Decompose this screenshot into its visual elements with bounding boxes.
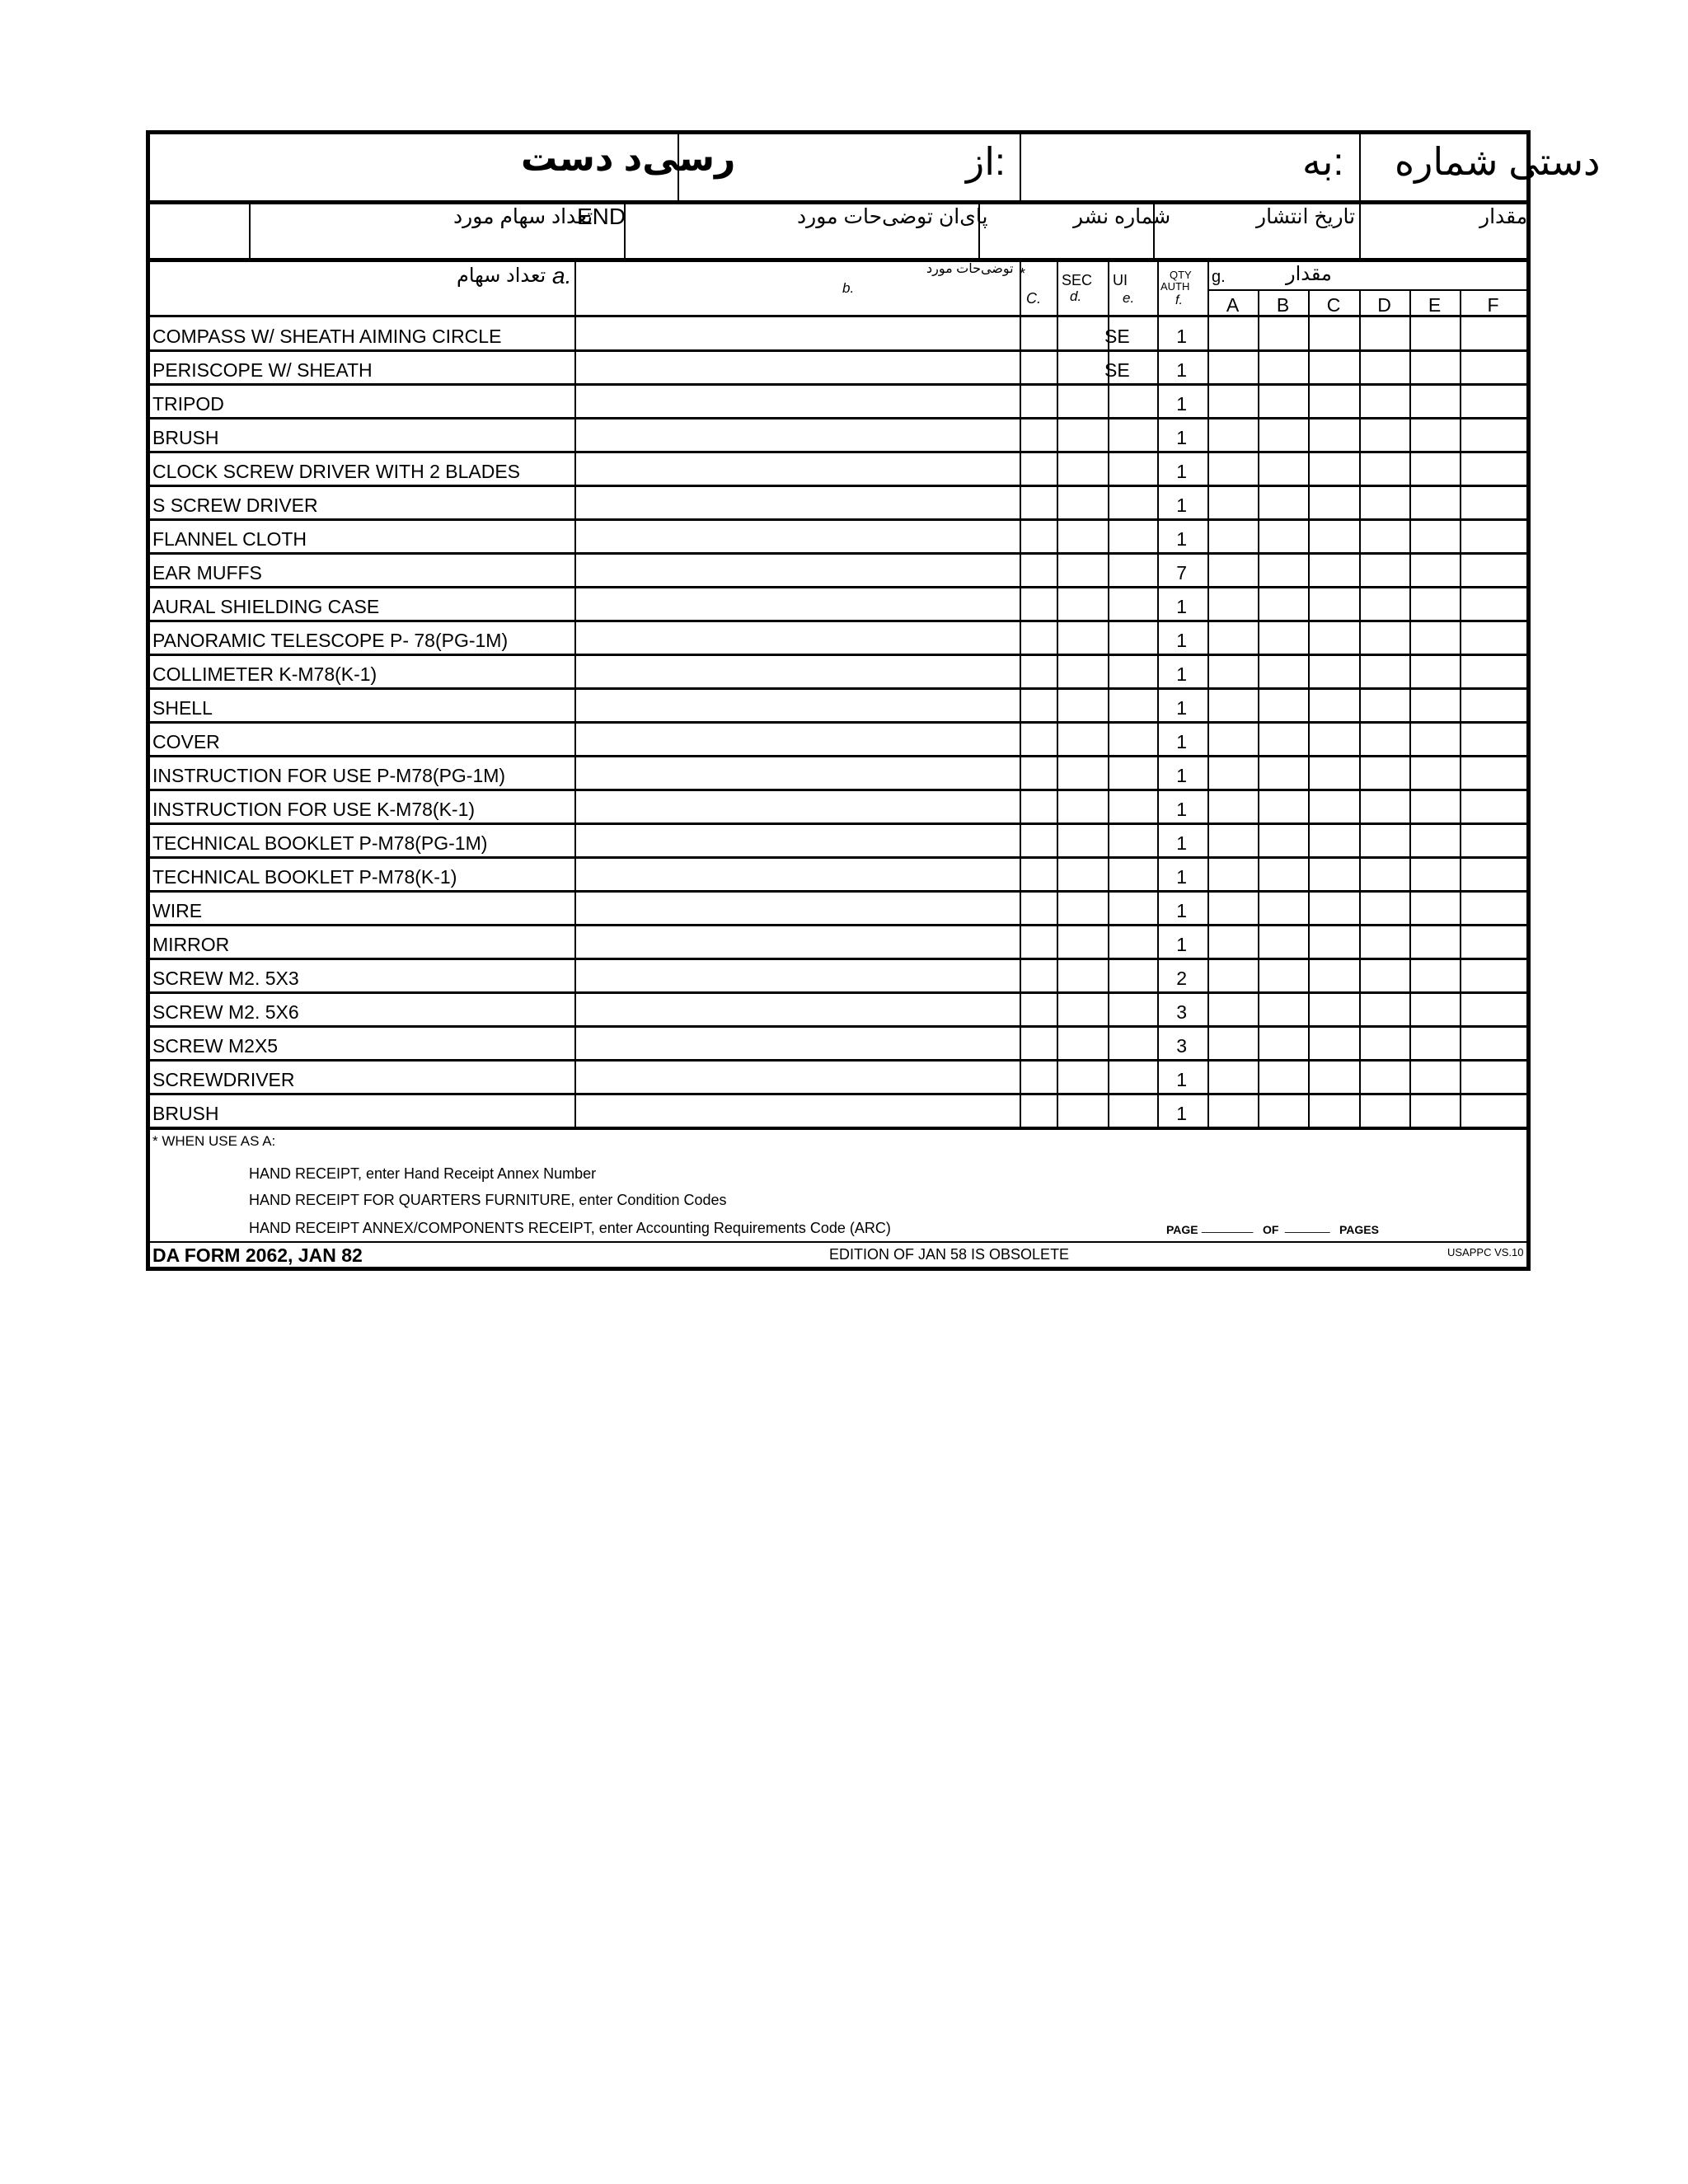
table-row: [150, 1094, 1526, 1128]
publication-number-label: شماره نشر: [1073, 205, 1171, 228]
col-f-label-2: AUTH: [1160, 280, 1190, 293]
table-row: [150, 790, 1526, 824]
qty-col-header-f: F: [1487, 294, 1499, 316]
item-qty-auth: 1: [1176, 799, 1187, 820]
footer-rule: [150, 1241, 1526, 1243]
col-e-letter: e.: [1123, 290, 1135, 306]
item-qty-auth: 3: [1176, 1001, 1187, 1023]
item-qty-auth: 1: [1176, 1069, 1187, 1090]
quantity-label: مقدار: [1479, 205, 1528, 228]
col-c-letter: C.: [1026, 290, 1041, 307]
table-row: [150, 858, 1526, 892]
table-row: [150, 689, 1526, 723]
edition-note: EDITION OF JAN 58 IS OBSOLETE: [829, 1246, 1070, 1263]
to-label: :به: [1302, 140, 1344, 183]
col-g-label: مقدار: [1286, 263, 1332, 285]
footer-note-3: HAND RECEIPT ANNEX/COMPONENTS RECEIPT, enter Accounting Requirements Code (ARC): [249, 1220, 891, 1236]
item-qty-auth: 7: [1176, 562, 1187, 583]
pages-label: PAGES: [1339, 1223, 1379, 1236]
item-name: PERISCOPE W/ SHEATH: [152, 359, 373, 381]
table-row: [150, 554, 1526, 588]
header-divider-2: [1020, 134, 1021, 200]
header-divider-3: [1359, 134, 1361, 200]
table-row: [150, 588, 1526, 621]
table-row: [150, 385, 1526, 419]
item-name: AURAL SHIELDING CASE: [152, 596, 380, 617]
item-name: TECHNICAL BOOKLET P-M78(K-1): [152, 866, 457, 888]
pages-total-blank: _______: [1285, 1220, 1330, 1233]
item-qty-auth: 1: [1176, 393, 1187, 415]
item-qty-auth: 3: [1176, 1035, 1187, 1057]
table-bottom-rule: [150, 1127, 1526, 1130]
item-qty-auth: 1: [1176, 866, 1187, 888]
page-number-blank: ________: [1202, 1220, 1254, 1233]
item-unit-of-issue: SE: [1104, 326, 1130, 347]
item-qty-auth: 1: [1176, 528, 1187, 550]
end-item-stock-number-label: تعداد سهام مورد: [453, 205, 593, 228]
sub-divider-1: [249, 204, 251, 258]
item-qty-auth: 2: [1176, 968, 1187, 989]
receipt-title: رسی‌د دست: [521, 138, 736, 179]
table-row: [150, 1027, 1526, 1061]
table-row: [150, 621, 1526, 655]
end-item-description-label: پای‌ان توضی‌حات مورد: [797, 205, 988, 228]
table-row: [150, 1061, 1526, 1094]
hand-receipt-form: [146, 130, 1601, 1271]
table-row: [150, 757, 1526, 790]
item-name: BRUSH: [152, 1103, 219, 1124]
item-qty-auth: 1: [1176, 731, 1187, 752]
item-name: COLLIMETER K-M78(K-1): [152, 663, 377, 685]
item-name: SHELL: [152, 697, 213, 719]
item-name: BRUSH: [152, 427, 219, 448]
item-qty-auth: 1: [1176, 461, 1187, 482]
end-label: END: [577, 204, 626, 229]
sub-divider-5: [1359, 204, 1361, 258]
table-row: [150, 452, 1526, 486]
col-c-star: *: [1020, 265, 1026, 282]
page-label: PAGE: [1166, 1223, 1198, 1236]
item-qty-auth: 1: [1176, 697, 1187, 719]
item-name: COMPASS W/ SHEATH AIMING CIRCLE: [152, 326, 502, 347]
item-name: S SCREW DRIVER: [152, 494, 318, 516]
item-name: TECHNICAL BOOKLET P-M78(PG-1M): [152, 832, 488, 854]
item-name: FLANNEL CLOTH: [152, 528, 307, 550]
item-name: SCREW M2. 5X6: [152, 1001, 299, 1023]
col-a-label: تعداد سهام: [457, 265, 546, 287]
item-name: WIRE: [152, 900, 203, 921]
col-g-sub-rule: [1207, 289, 1526, 291]
when-use-note: * WHEN USE AS A:: [152, 1133, 276, 1149]
from-label: :از: [966, 140, 1006, 183]
col-f-letter: f.: [1175, 293, 1183, 307]
form-id: DA FORM 2062, JAN 82: [152, 1244, 363, 1266]
table-row: [150, 419, 1526, 452]
item-qty-auth: 1: [1176, 765, 1187, 786]
table-row: [150, 351, 1526, 385]
item-name: TRIPOD: [152, 393, 224, 415]
item-qty-auth: 1: [1176, 359, 1187, 381]
header-bottom-rule: [150, 200, 1526, 204]
item-qty-auth: 1: [1176, 934, 1187, 955]
item-qty-auth: 1: [1176, 832, 1187, 854]
item-name: INSTRUCTION FOR USE P-M78(PG-1M): [152, 765, 506, 786]
table-row: [150, 959, 1526, 993]
col-a-letter: a.: [552, 263, 572, 288]
item-qty-auth: 1: [1176, 326, 1187, 347]
item-qty-auth: 1: [1176, 630, 1187, 651]
of-label: OF: [1263, 1223, 1279, 1236]
table-row: [150, 723, 1526, 757]
qty-col-header-c: C: [1326, 294, 1341, 316]
col-d-letter: d.: [1070, 288, 1082, 304]
item-name: CLOCK SCREW DRIVER WITH 2 BLADES: [152, 461, 521, 482]
table-row: [150, 892, 1526, 926]
item-name: SCREWDRIVER: [152, 1069, 295, 1090]
item-name: SCREW M2. 5X3: [152, 968, 299, 989]
item-name: INSTRUCTION FOR USE K-M78(K-1): [152, 799, 476, 820]
col-b-letter: b.: [842, 280, 855, 296]
item-name: COVER: [152, 731, 220, 752]
item-name: PANORAMIC TELESCOPE P- 78(PG-1M): [152, 630, 509, 651]
item-name: SCREW M2X5: [152, 1035, 279, 1057]
item-qty-auth: 1: [1176, 427, 1187, 448]
col-g-letter: g.: [1212, 268, 1226, 286]
col-f-label-1: QTY: [1170, 269, 1192, 281]
table-row: [150, 486, 1526, 520]
item-qty-auth: 1: [1176, 900, 1187, 921]
table-row: [150, 993, 1526, 1027]
footer-note-1: HAND RECEIPT, enter Hand Receipt Annex Number: [249, 1165, 597, 1182]
item-qty-auth: 1: [1176, 494, 1187, 516]
table-row: [150, 317, 1526, 351]
item-qty-auth: 1: [1176, 663, 1187, 685]
item-qty-auth: 1: [1176, 1103, 1187, 1124]
qty-col-header-a: A: [1226, 294, 1240, 316]
publication-date-label: تاریخ انتشار: [1256, 205, 1356, 228]
item-name: MIRROR: [152, 934, 230, 955]
table-row: [150, 520, 1526, 554]
item-name: EAR MUFFS: [152, 562, 262, 583]
table-row: [150, 655, 1526, 689]
table-row: [150, 824, 1526, 858]
qty-col-header-d: D: [1377, 294, 1391, 316]
qty-col-header-e: E: [1428, 294, 1442, 316]
version-label: USAPPC VS.10: [1447, 1246, 1524, 1258]
subheader-bottom-rule: [150, 258, 1526, 262]
table-row: [150, 926, 1526, 959]
col-e-label: UI: [1113, 272, 1128, 288]
col-d-label: SEC: [1062, 272, 1093, 288]
item-unit-of-issue: SE: [1104, 359, 1130, 381]
footer-note-2: HAND RECEIPT FOR QUARTERS FURNITURE, enter Condition Codes: [249, 1192, 727, 1208]
hand-receipt-number-label: دستی شماره: [1395, 140, 1601, 183]
col-b-label: توضی‌حات مورد: [926, 262, 1014, 276]
item-qty-auth: 1: [1176, 596, 1187, 617]
qty-col-header-b: B: [1276, 294, 1290, 316]
